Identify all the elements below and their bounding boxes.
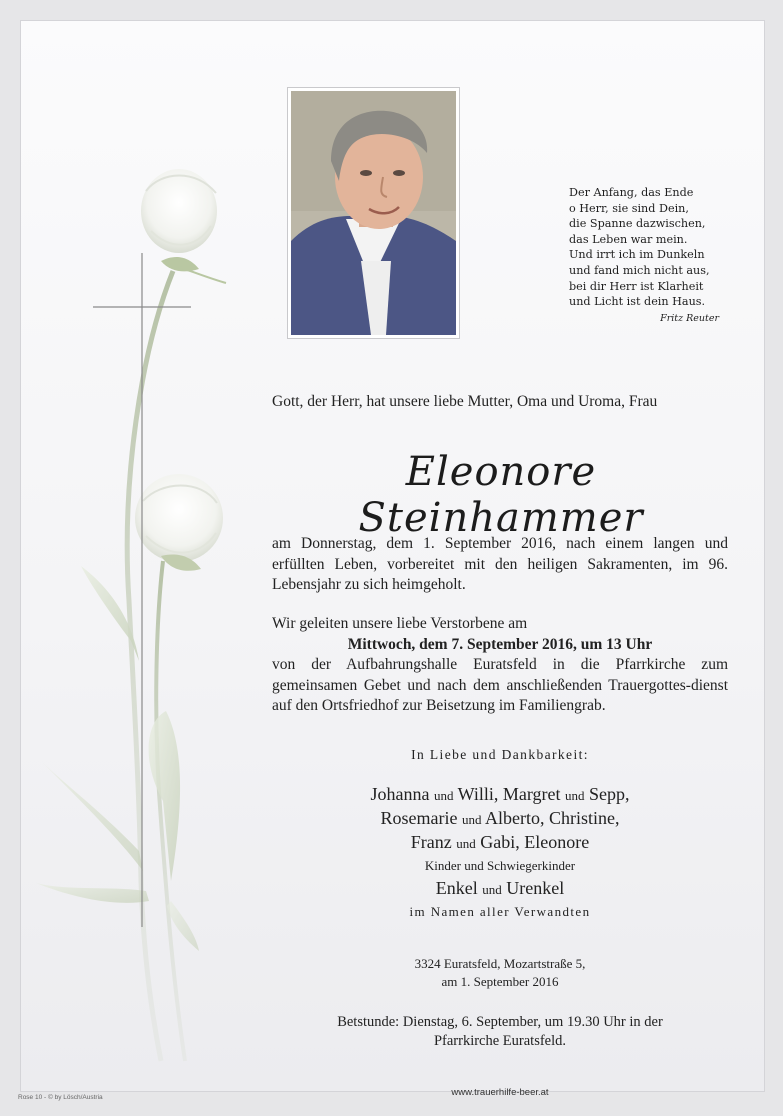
poem-line: und fand mich nicht aus, bbox=[569, 263, 710, 277]
poem-author: Fritz Reuter bbox=[660, 312, 719, 324]
family-conjunction: und bbox=[433, 788, 454, 803]
address-block bbox=[272, 955, 728, 991]
poem-line: Der Anfang, das Ende bbox=[569, 186, 694, 199]
death-notice-paragraph: am Donnerstag, dem 1. September 2016, nach einem langen und erfüllten Leben, vorbereitet mit den heiligen Sakramenten, im 96. Lebensjahr zu sich heimgeholt. bbox=[272, 535, 728, 593]
portrait-photo bbox=[287, 87, 460, 339]
poem bbox=[569, 185, 739, 326]
poem-line: das Leben war mein. bbox=[569, 232, 688, 246]
website-link[interactable]: www.trauerhilfe-beer.at bbox=[451, 1087, 549, 1098]
prayer-hour-notice bbox=[272, 1013, 728, 1051]
family-name: Urenkel bbox=[506, 878, 565, 898]
family-name: Alberto, Christine, bbox=[485, 808, 620, 828]
poem-line: bei dir Herr ist Klarheit bbox=[569, 279, 704, 293]
deceased-name: Eleonore Steinhammer bbox=[358, 449, 644, 541]
rose-cross-decoration bbox=[21, 21, 281, 1093]
family-conjunction: und bbox=[565, 788, 585, 803]
family-name: Rosemarie bbox=[380, 808, 458, 828]
family-line bbox=[272, 807, 728, 831]
family-name: Johanna bbox=[370, 784, 430, 804]
intro-text: Gott, der Herr, hat unsere liebe Mutter, Oma und Uroma, Frau bbox=[272, 393, 658, 410]
address-line: 3324 Euratsfeld, Mozartstraße 5, bbox=[414, 956, 586, 971]
poem-line: und Licht ist dein Haus. bbox=[569, 295, 706, 309]
relatives-line: im Namen aller Verwandten bbox=[409, 904, 591, 919]
family-name: Sepp, bbox=[589, 784, 630, 804]
family-name: Willi, Margret bbox=[457, 784, 561, 804]
family-name: Enkel bbox=[435, 878, 478, 898]
footer-note: Rose 10 - © by Lösch/Austria bbox=[18, 1094, 103, 1101]
family-conjunction: und bbox=[482, 882, 502, 897]
family-line bbox=[272, 877, 728, 901]
family-line bbox=[272, 783, 728, 807]
prayer-line: Pfarrkirche Euratsfeld. bbox=[433, 1033, 567, 1049]
children-label: Kinder und Schwiegerkinder bbox=[424, 858, 576, 873]
funeral-text: von der Aufbahrungshalle Euratsfeld in die Pfarrkirche zum gemeinsamen Gebet und nach dem anschließenden Trauergottes-dienst auf den Ortsfriedhof zur Beisetzung im Familiengrab. bbox=[272, 656, 728, 714]
family-name: Franz bbox=[410, 832, 452, 852]
family-line bbox=[272, 831, 728, 855]
funeral-paragraph bbox=[272, 614, 728, 717]
family-name: Gabi, Eleonore bbox=[480, 832, 590, 852]
family-signatures bbox=[272, 783, 728, 901]
prayer-line: Betstunde: Dienstag, 6. September, um 19.30 Uhr in der bbox=[337, 1014, 663, 1030]
address-date: am 1. September 2016 bbox=[441, 974, 559, 989]
poem-line: die Spanne dazwischen, bbox=[569, 217, 706, 231]
poem-line: Und irrt ich im Dunkeln bbox=[569, 248, 705, 262]
family-conjunction: und bbox=[456, 836, 476, 851]
family-conjunction: und bbox=[461, 812, 482, 827]
funeral-date: Mittwoch, dem 7. September 2016, um 13 Uhr bbox=[347, 635, 653, 653]
thanks-heading: In Liebe und Dankbarkeit: bbox=[411, 747, 589, 762]
funeral-lead: Wir geleiten unsere liebe Verstorbene am bbox=[272, 615, 528, 632]
poem-line: o Herr, sie sind Dein, bbox=[569, 201, 689, 215]
